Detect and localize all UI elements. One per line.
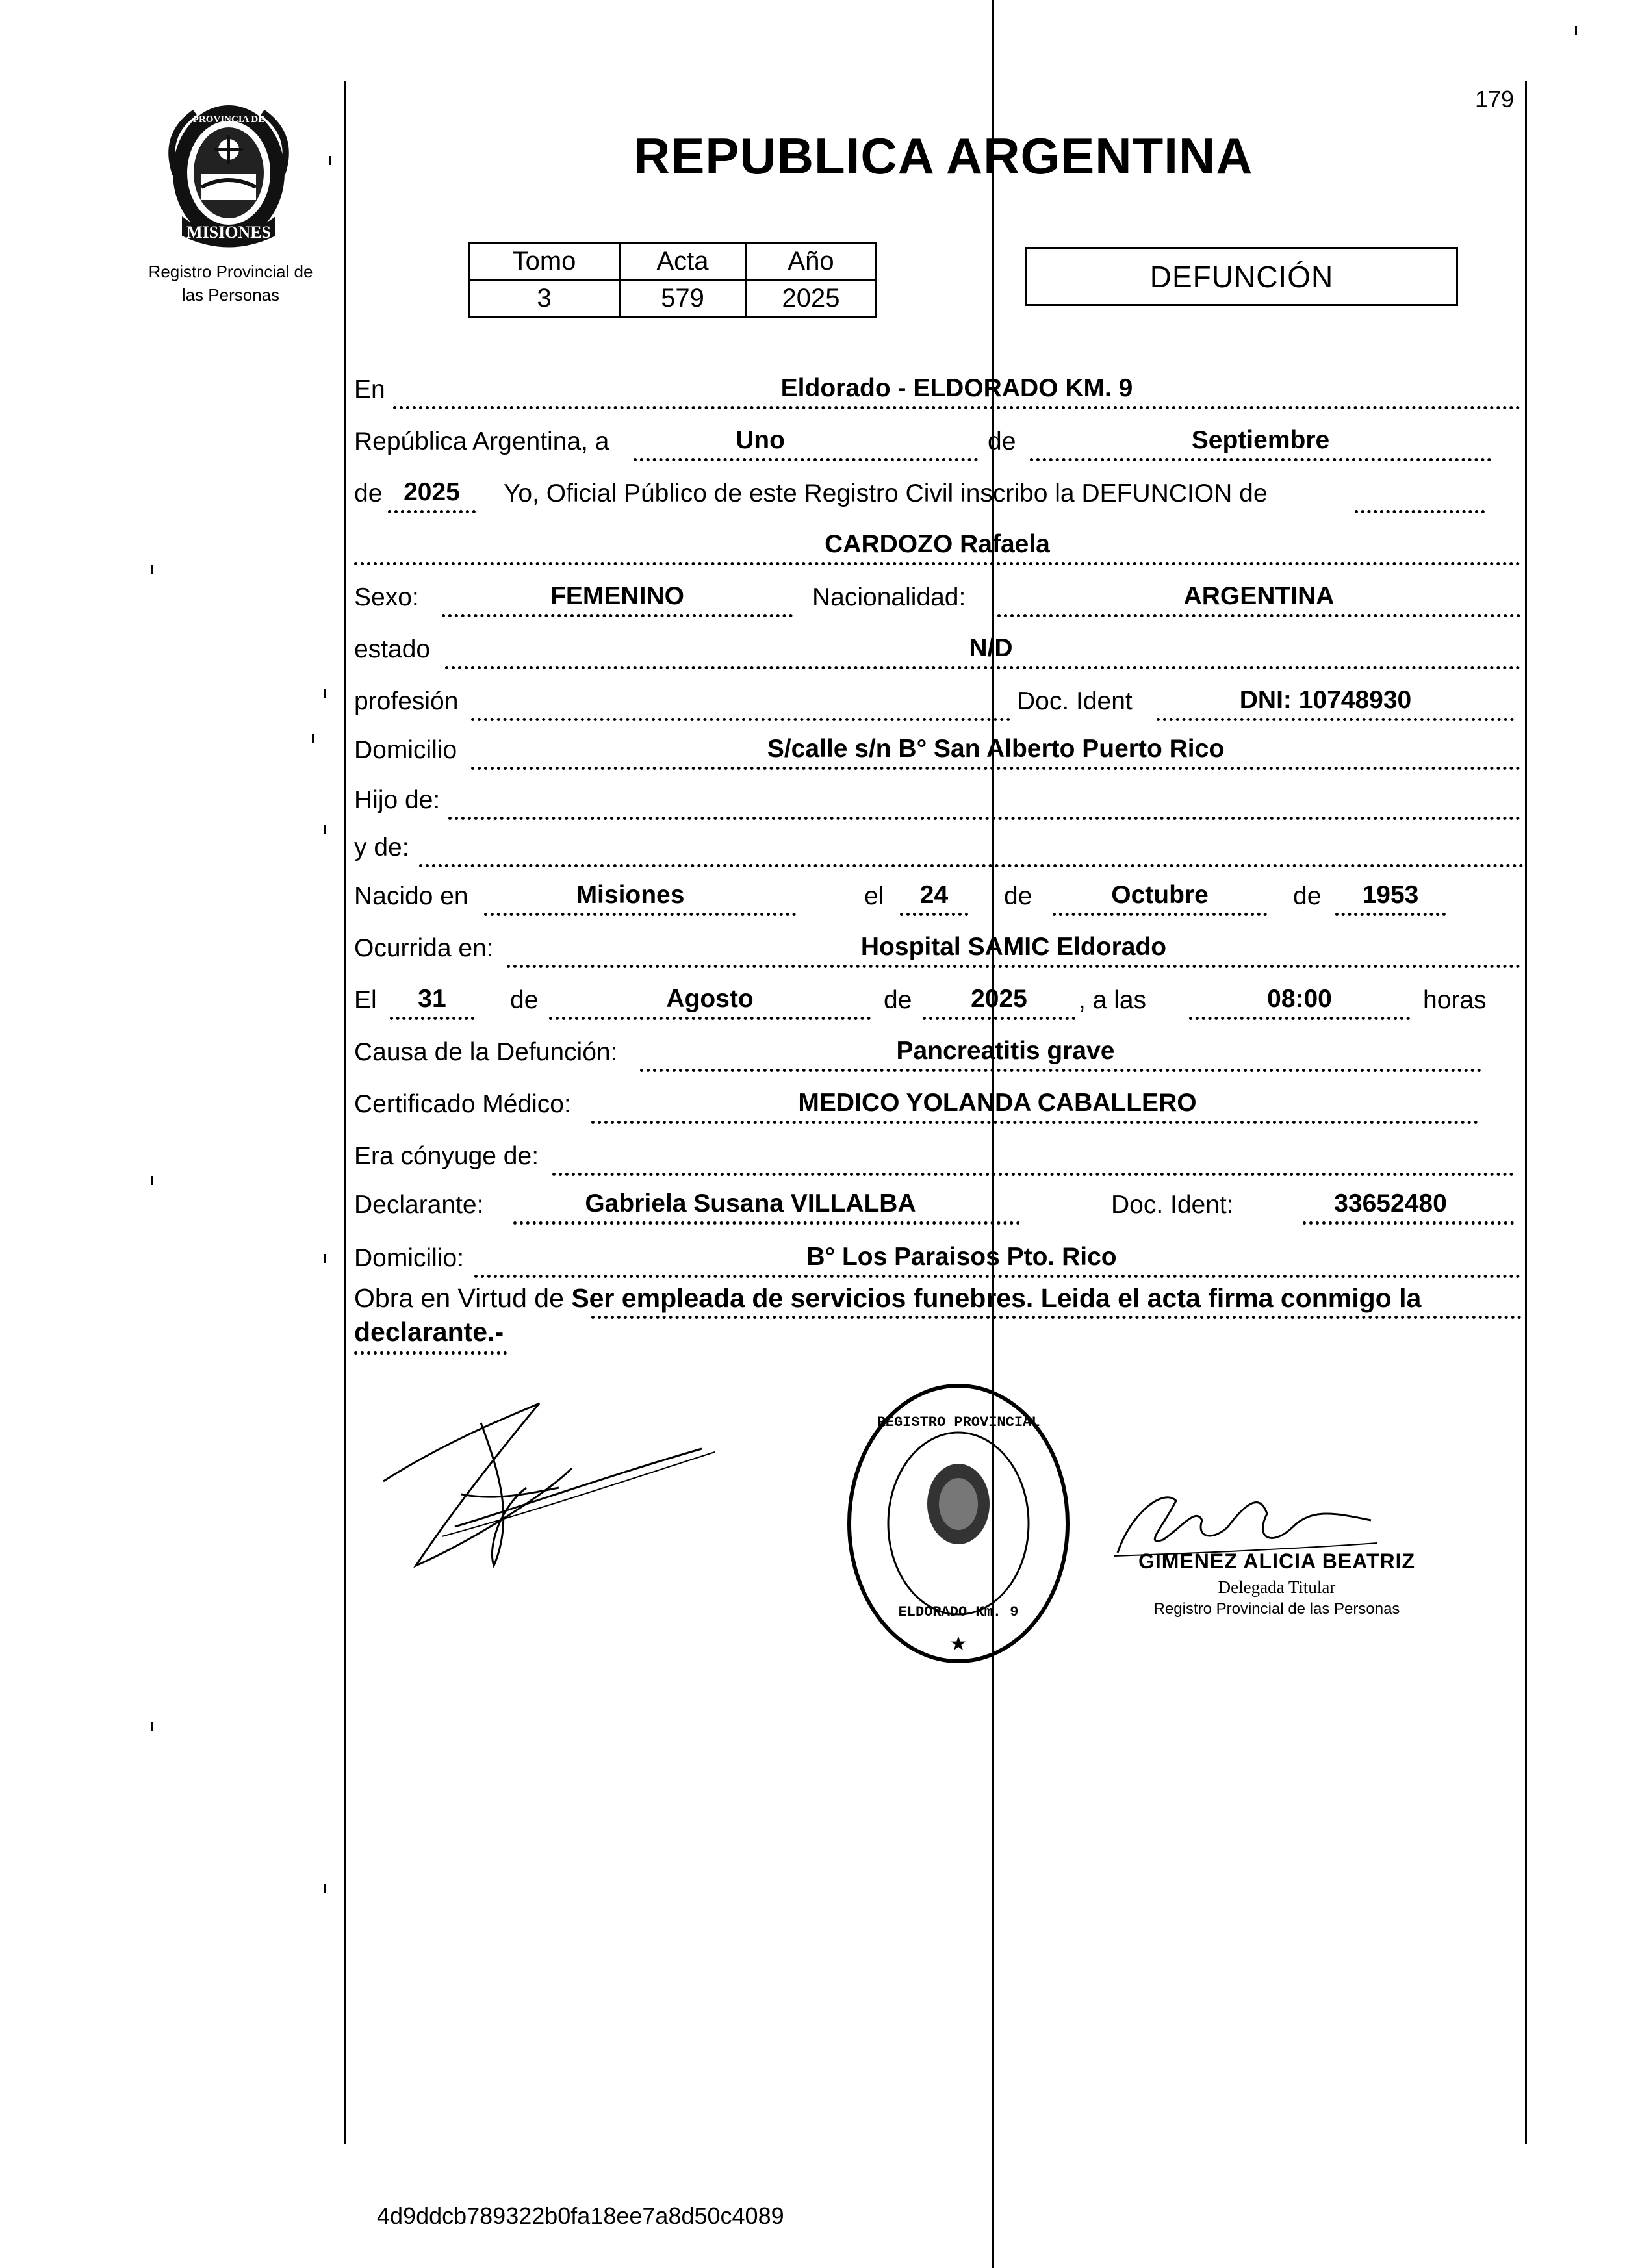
causa-label: Causa de la Defunción: (354, 1038, 618, 1066)
declarante-dots (513, 1221, 1020, 1225)
fecha-year: 2025 (971, 985, 1027, 1013)
fecha-de2: de (884, 986, 912, 1014)
name-dots (354, 562, 1520, 565)
scan-mark (151, 1176, 153, 1185)
domicilio-dots (471, 767, 1520, 770)
republica-de: de (988, 427, 1016, 455)
fecha-month-dots (549, 1017, 871, 1020)
domicilio2-value: B° Los Paraisos Pto. Rico (806, 1243, 1117, 1271)
obra-value-line2: declarante.- (354, 1317, 504, 1347)
hijo-de-dots (448, 817, 1520, 820)
fecha-year-dots (923, 1017, 1075, 1020)
domicilio2-label: Domicilio: (354, 1244, 465, 1272)
nacido-de1: de (1004, 882, 1032, 910)
seal-star-icon: ★ (949, 1633, 967, 1655)
row-yo (354, 468, 1524, 513)
seal-outer-text: REGISTRO PROVINCIAL (877, 1414, 1040, 1431)
fecha-horas: horas (1423, 986, 1487, 1014)
seal-inner-text: ELDORADO Km. 9 (898, 1604, 1019, 1620)
nacido-day-dots (900, 913, 968, 916)
en-dots (393, 406, 1520, 409)
ocurrida-label: Ocurrida en: (354, 934, 494, 962)
fecha-de1: de (510, 986, 539, 1014)
declarant-signature (377, 1397, 721, 1592)
fecha-month: Agosto (666, 985, 754, 1013)
scan-mark (151, 565, 153, 574)
nacido-day: 24 (919, 881, 949, 909)
doc-value: DNI: 10748930 (1239, 686, 1412, 714)
day-dots (634, 458, 978, 461)
causa-dots (640, 1069, 1481, 1072)
republica-day: Uno (736, 426, 785, 454)
obra-label: Obra en Virtud de (354, 1283, 564, 1313)
doc-label: Doc. Ident (1017, 687, 1133, 715)
sexo-dots (442, 614, 793, 617)
domicilio-label: Domicilio (354, 736, 457, 764)
republica-month: Septiembre (1191, 426, 1330, 454)
registry-caption (123, 260, 338, 307)
estado-label: estado (354, 635, 431, 663)
tomo-header: Tomo (469, 243, 620, 280)
record-number-table (468, 242, 877, 318)
scan-mark (324, 1254, 326, 1263)
row-hijo-de (354, 774, 1524, 820)
declarante-value: Gabriela Susana VILLALBA (585, 1190, 916, 1217)
hijo-de-label: Hijo de: (354, 786, 441, 814)
deceased-name: CARDOZO Rafaela (825, 530, 1050, 558)
row-y-de (354, 822, 1524, 867)
conyuge-dots (552, 1173, 1514, 1176)
page-number: 179 (1475, 86, 1515, 112)
officer-title: Delegada Titular (1218, 1577, 1336, 1597)
logo-top-text: PROVINCIA DE (192, 114, 265, 125)
acta-header: Acta (620, 243, 746, 280)
scan-mark (324, 1884, 326, 1893)
official-seal-stamp (835, 1374, 1082, 1673)
registry-caption-line2: las Personas (181, 285, 280, 305)
row-en (354, 364, 1524, 409)
obra-value: Ser empleada de servicios funebres. Leida el acta firma conmigo la (571, 1283, 1422, 1313)
profesion-dots (471, 718, 1010, 721)
yo-de: de (354, 479, 383, 507)
row-name (354, 520, 1524, 565)
document-hash: 4d9ddcb789322b0fa18ee7a8d50c4089 (377, 2202, 784, 2229)
y-de-dots (419, 864, 1524, 867)
nac-dots (997, 614, 1520, 617)
fecha-day: 31 (418, 985, 446, 1013)
anio-header: Año (746, 243, 877, 280)
certificado-dots (591, 1121, 1478, 1124)
en-label: En (354, 376, 385, 403)
anio-value: 2025 (746, 280, 877, 317)
declarante-doc-label: Doc. Ident: (1111, 1191, 1234, 1219)
row-domicilio (354, 724, 1524, 770)
month-dots (1030, 458, 1491, 461)
nacido-place-dots (484, 913, 796, 916)
record-type-box: DEFUNCIÓN (1025, 247, 1458, 306)
row-republica (354, 416, 1524, 461)
fecha-a-las: , a las (1079, 986, 1147, 1014)
document-title: REPUBLICA ARGENTINA (634, 127, 1253, 185)
doc-dots (1157, 718, 1514, 721)
scan-mark (324, 689, 326, 698)
tomo-value: 3 (469, 280, 620, 317)
declarante-doc-value: 33652480 (1334, 1190, 1447, 1217)
row-estado (354, 624, 1524, 669)
logo-bottom-text: MISIONES (186, 223, 272, 242)
nacido-year-dots (1335, 913, 1446, 916)
fecha-day-dots (390, 1017, 474, 1020)
obra-dots (591, 1316, 1522, 1319)
row-sexo (354, 572, 1524, 617)
fecha-el: El (354, 986, 377, 1014)
sexo-value: FEMENINO (550, 582, 684, 610)
certificado-label: Certificado Médico: (354, 1090, 571, 1118)
row-ocurrida (354, 923, 1524, 968)
domicilio2-dots (474, 1275, 1520, 1278)
row-profesion (354, 676, 1524, 721)
declarante-doc-dots (1303, 1221, 1514, 1225)
scan-mark (1575, 26, 1577, 35)
officer-name: GIMENEZ ALICIA BEATRIZ (1138, 1549, 1416, 1573)
yo-dots (1355, 510, 1485, 513)
officer-block (1108, 1549, 1446, 1618)
row-causa (354, 1026, 1524, 1072)
left-margin-line (344, 81, 346, 2144)
sexo-label: Sexo: (354, 583, 419, 611)
row-certificado (354, 1078, 1524, 1124)
year-dots (388, 510, 476, 513)
right-margin-line (1525, 81, 1527, 2144)
nacido-year: 1953 (1362, 881, 1419, 909)
y-de-label: y de: (354, 834, 409, 861)
yo-year: 2025 (404, 478, 460, 506)
nacido-place: Misiones (576, 881, 685, 909)
scan-mark (312, 734, 314, 743)
causa-value: Pancreatitis grave (896, 1037, 1115, 1065)
fecha-time: 08:00 (1267, 985, 1332, 1013)
misiones-coat-of-arms-logo (156, 96, 302, 255)
scan-mark (151, 1722, 153, 1731)
fecha-time-dots (1189, 1017, 1410, 1020)
nacido-de2: de (1293, 882, 1322, 910)
estado-value: N/D (969, 634, 1013, 662)
nacionalidad-label: Nacionalidad: (812, 583, 966, 611)
row-fecha (354, 975, 1524, 1020)
domicilio-value: S/calle s/n B° San Alberto Puerto Rico (767, 735, 1225, 763)
row-declarante (354, 1179, 1524, 1225)
acta-value: 579 (620, 280, 746, 317)
scan-mark (324, 825, 326, 834)
yo-text: Yo, Oficial Público de este Registro Civil inscribo la DEFUNCION de (504, 479, 1268, 507)
certificado-value: MEDICO YOLANDA CABALLERO (798, 1089, 1197, 1117)
nacionalidad-value: ARGENTINA (1183, 582, 1335, 610)
row-domicilio2 (354, 1232, 1524, 1278)
nacido-el: el (864, 882, 884, 910)
nacido-month: Octubre (1111, 881, 1209, 909)
registry-caption-line1: Registro Provincial de (148, 262, 313, 281)
officer-office: Registro Provincial de las Personas (1153, 1600, 1400, 1618)
obra-dots-line2 (354, 1351, 507, 1355)
estado-dots (445, 666, 1520, 669)
en-value: Eldorado - ELDORADO KM. 9 (780, 374, 1133, 402)
ocurrida-dots (507, 965, 1520, 968)
row-conyuge (354, 1130, 1524, 1176)
nacido-month-dots (1053, 913, 1267, 916)
scan-mark (329, 156, 331, 165)
row-nacido (354, 871, 1524, 916)
obra-line (354, 1283, 1524, 1314)
conyuge-label: Era cónyuge de: (354, 1142, 539, 1170)
ocurrida-value: Hospital SAMIC Eldorado (860, 933, 1167, 961)
profesion-label: profesión (354, 687, 459, 715)
nacido-label: Nacido en (354, 882, 468, 910)
declarante-label: Declarante: (354, 1191, 484, 1219)
republica-label: República Argentina, a (354, 427, 609, 455)
